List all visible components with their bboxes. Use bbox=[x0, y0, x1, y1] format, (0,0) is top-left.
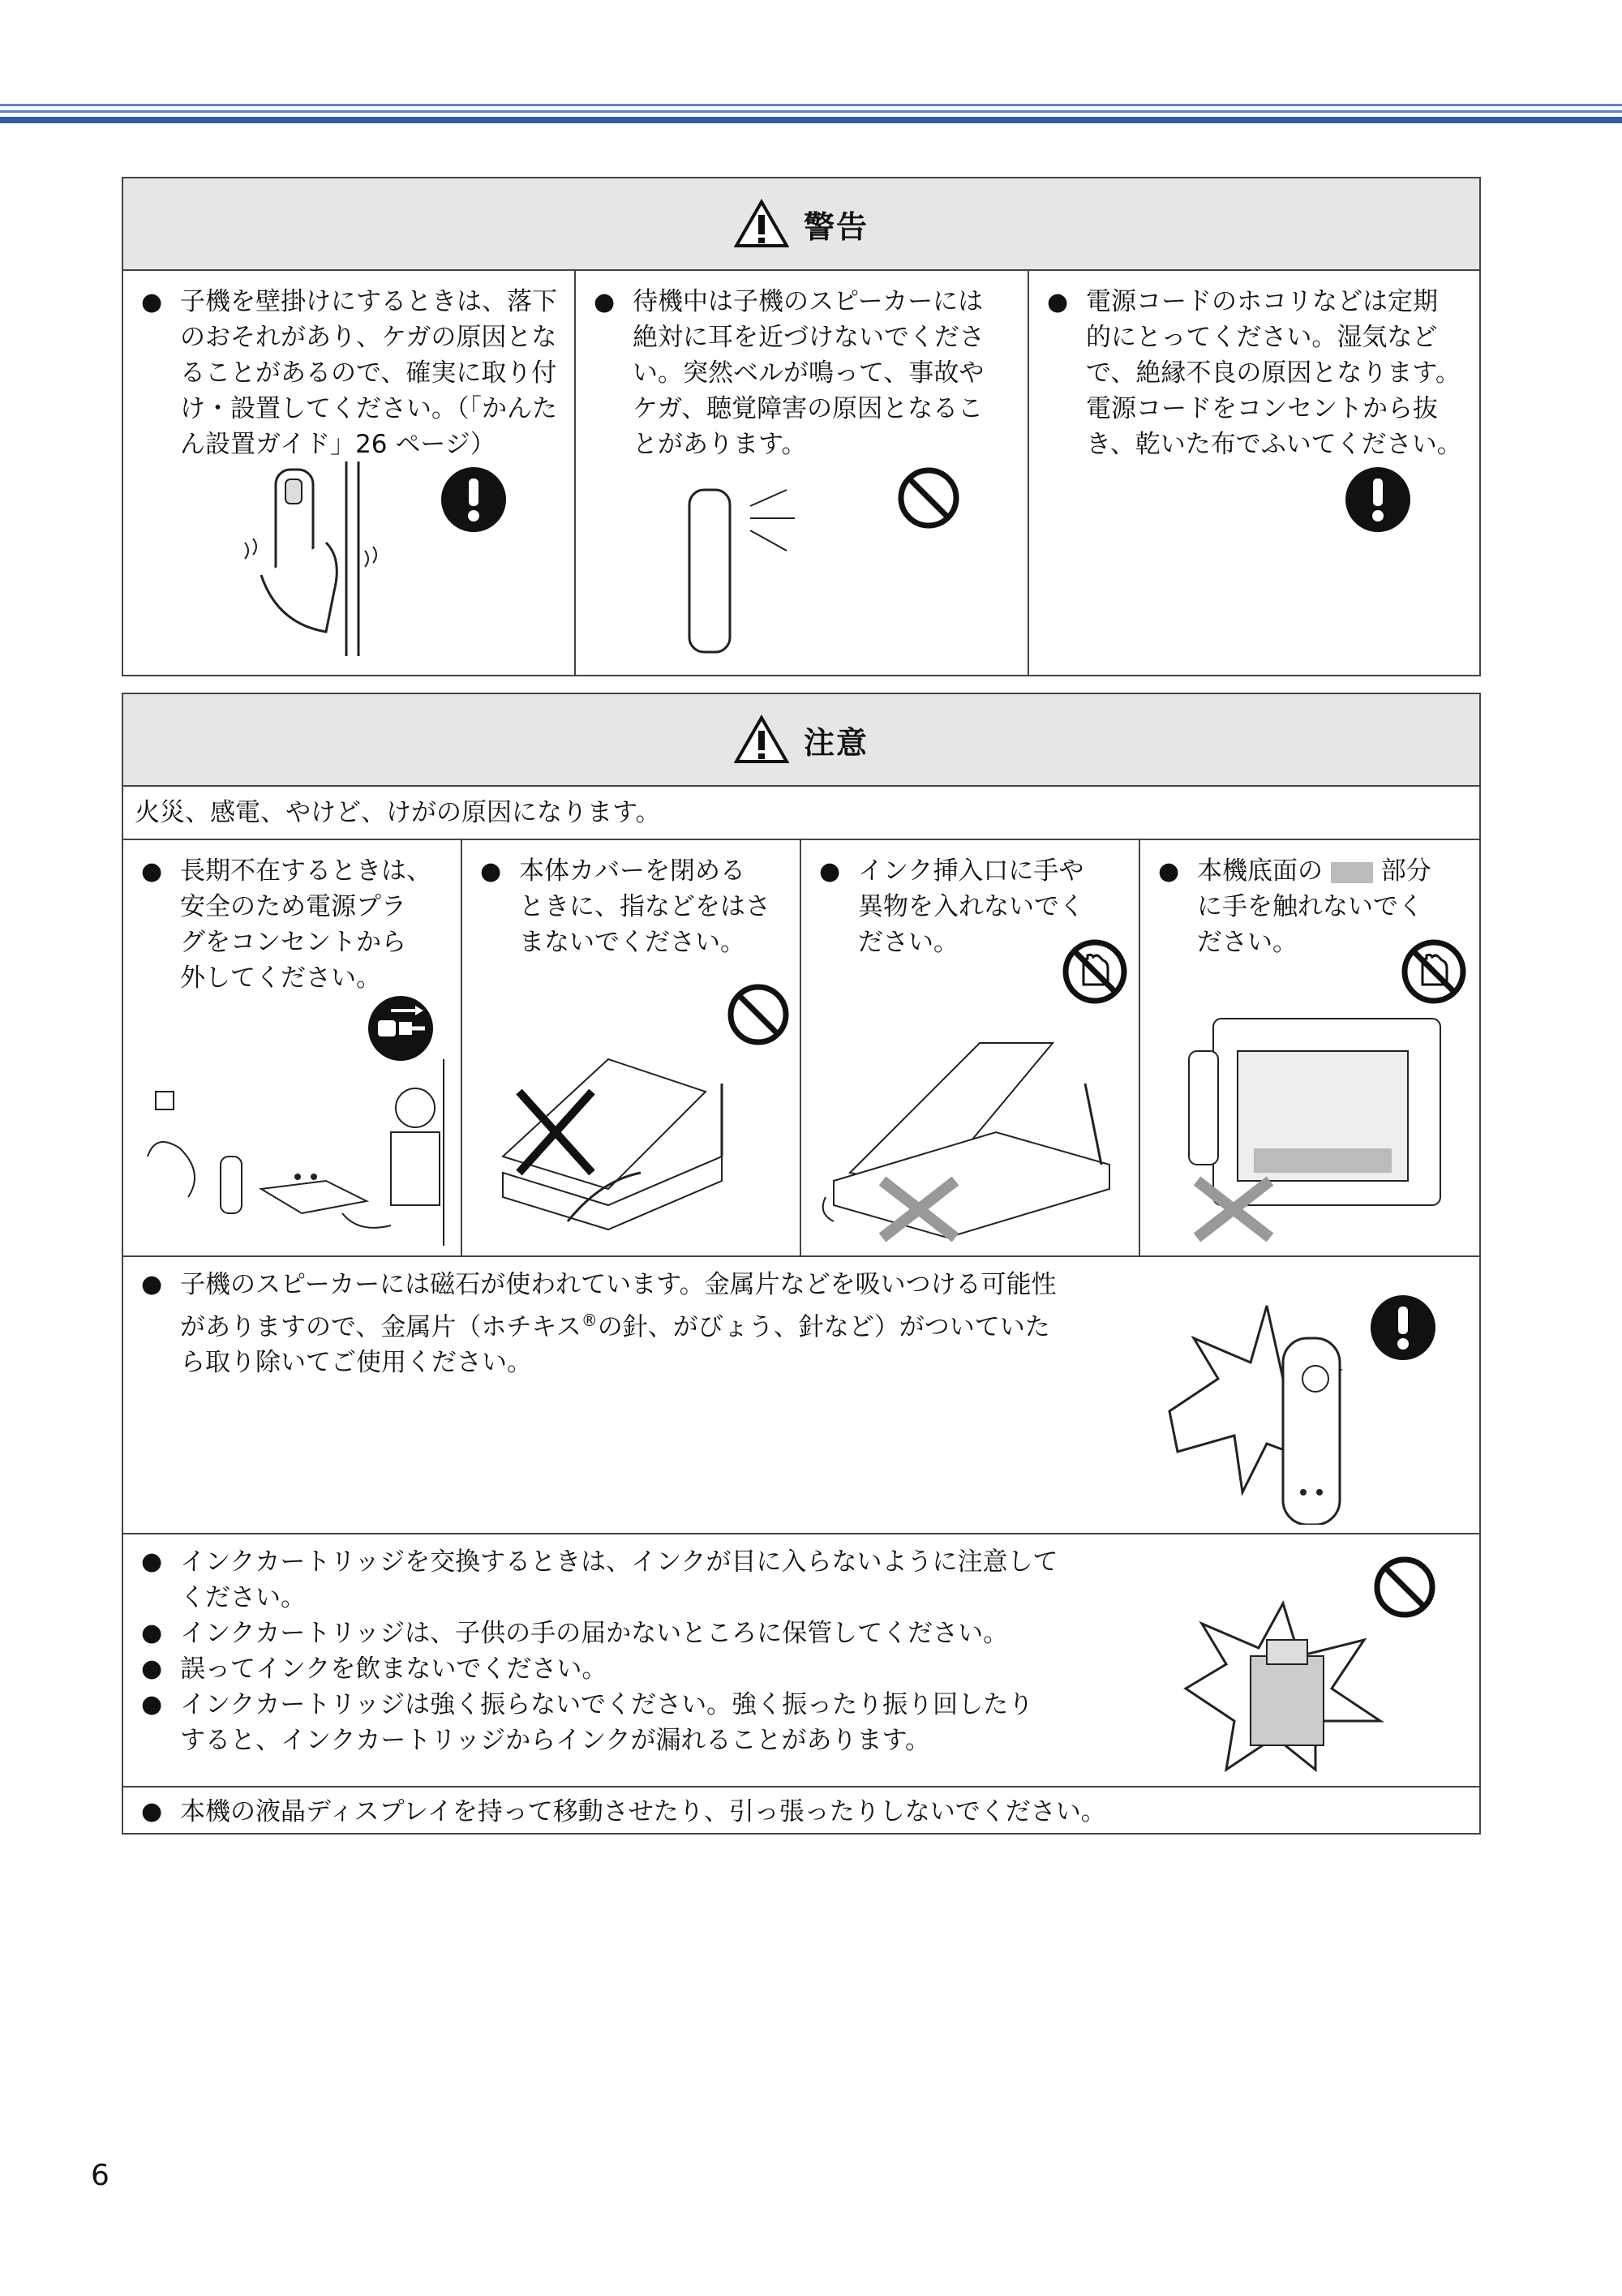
caution-ink bbox=[123, 1534, 1479, 1786]
wall-mounted-handset-illustration bbox=[229, 461, 391, 656]
text-fragment: 子機のスピーカーには磁石が使われています。金属片などを吸いつける可能性 bbox=[180, 1270, 1057, 1299]
text-line: まないでください。 bbox=[519, 928, 745, 957]
text-line: とがあります。 bbox=[633, 430, 807, 459]
header-rules bbox=[0, 104, 1622, 123]
closing-cover-illustration bbox=[487, 1035, 746, 1246]
caution-magnet-row bbox=[123, 1257, 1479, 1534]
magnet-speaker-illustration bbox=[1161, 1290, 1356, 1525]
text-line: ときに、指などをはさ bbox=[519, 892, 770, 921]
bullet: ● bbox=[141, 857, 163, 886]
registered-mark: ® bbox=[581, 1311, 598, 1330]
prohibited-icon bbox=[896, 466, 961, 530]
text-line: 電源コードのホコリなどは定期 bbox=[1086, 287, 1438, 316]
bullet: ● bbox=[480, 857, 502, 886]
bullet: ● bbox=[141, 1654, 163, 1683]
text-fragment: 本機の液晶ディスプレイを持って移動させたり、引っ張ったりしないでください。 bbox=[180, 1797, 1106, 1826]
text-line: 異物を入れないでく bbox=[858, 892, 1084, 921]
text-line: ださい。 bbox=[858, 928, 959, 957]
text-line: で、絶縁不良の原因となります。 bbox=[1086, 358, 1461, 388]
text-line: 子機を壁掛けにするときは、落下 bbox=[180, 287, 557, 316]
text-line: のおそれがあり、ケガの原因とな bbox=[180, 323, 557, 352]
text-fragment: 誤ってインクを飲まないでください。 bbox=[180, 1654, 607, 1684]
bullet: ● bbox=[1047, 288, 1069, 316]
text-fragment: 本機底面の bbox=[1197, 856, 1323, 886]
text-line: ださい。 bbox=[1197, 928, 1298, 957]
text-fragment: インクカートリッジは、子供の手の届かないところに保管してください。 bbox=[180, 1619, 1009, 1648]
bullet: ● bbox=[141, 1797, 163, 1826]
mandatory-icon bbox=[440, 466, 508, 534]
text-fragment: インクカートリッジを交換するときは、インクが目に入らないように注意して bbox=[180, 1547, 1058, 1577]
bullet: ● bbox=[141, 288, 163, 316]
text-line: インク挿入口に手や bbox=[858, 856, 1084, 886]
machine-bottom-illustration bbox=[1181, 1002, 1457, 1246]
text-line: い。突然ベルが鳴って、事故や bbox=[633, 358, 985, 388]
bullet: ● bbox=[141, 1619, 163, 1647]
text-fragment: インクカートリッジは強く振らないでください。強く振ったり振り回したり bbox=[180, 1690, 1034, 1719]
warning-item-wallmount bbox=[123, 271, 576, 676]
caution-ink-row bbox=[123, 1534, 1479, 1787]
caution-lcd-row bbox=[123, 1787, 1479, 1838]
caution-row bbox=[123, 840, 1479, 1257]
text-line: ることがあるので、確実に取り付 bbox=[180, 358, 557, 388]
text-line: グをコンセントから bbox=[180, 928, 406, 957]
text-line: 安全のため電源プラ bbox=[180, 892, 406, 921]
text-line: け・設置してください。（「かんた bbox=[180, 394, 557, 423]
bullet: ● bbox=[141, 1547, 163, 1576]
bullet: ● bbox=[594, 288, 616, 316]
handset-speaker-illustration bbox=[673, 474, 819, 660]
text-line bbox=[141, 1794, 1468, 1830]
text-line: すると、インクカートリッジからインクが漏れることがあります。 bbox=[180, 1726, 931, 1755]
text-line: ら取り除いてご使用ください。 bbox=[180, 1348, 532, 1378]
text-line bbox=[1197, 853, 1468, 889]
warning-box bbox=[122, 177, 1481, 676]
caution-lcd bbox=[123, 1787, 1479, 1838]
text-line: 的にとってください。湿気など bbox=[1086, 323, 1438, 352]
caution-magnet bbox=[123, 1257, 1479, 1533]
caution-item-ink-slot bbox=[801, 840, 1140, 1255]
caution-item-cover bbox=[462, 840, 801, 1255]
warning-header bbox=[123, 178, 1479, 271]
text-fragment: がありますので、金属片（ホチキス bbox=[180, 1312, 581, 1342]
text-line: 絶対に耳を近づけないでくださ bbox=[633, 323, 985, 352]
warning-title: 警告 bbox=[803, 208, 869, 245]
warning-triangle-icon bbox=[734, 199, 789, 249]
text-line: 待機中は子機のスピーカーには bbox=[633, 287, 984, 316]
text-line: 電源コードをコンセントから抜 bbox=[1086, 394, 1438, 423]
text-line: き、乾いた布でふいてください。 bbox=[1086, 430, 1462, 459]
bullet: ● bbox=[819, 857, 841, 886]
warning-triangle-icon bbox=[734, 715, 789, 765]
bullet: ● bbox=[141, 1270, 163, 1298]
text-line: 長期不在するときは、 bbox=[180, 856, 431, 886]
unplug-icon bbox=[367, 994, 435, 1062]
text-line: ん設置ガイド」26 ページ） bbox=[180, 430, 496, 459]
text-fragment: 部分 bbox=[1380, 856, 1431, 886]
gray-area-swatch bbox=[1331, 862, 1373, 883]
bullet: ● bbox=[1158, 857, 1180, 886]
caution-box bbox=[122, 693, 1481, 1835]
warning-item-speaker bbox=[576, 271, 1029, 676]
caution-intro: 火災、感電、やけど、けがの原因になります。 bbox=[123, 787, 1479, 840]
no-touch-icon bbox=[1061, 938, 1129, 1006]
text-line: ケガ、聴覚障害の原因となるこ bbox=[633, 394, 984, 423]
mandatory-icon bbox=[1369, 1294, 1437, 1362]
ink-cartridge-illustration bbox=[1178, 1599, 1388, 1778]
caution-item-bottom bbox=[1140, 840, 1479, 1255]
bullet: ● bbox=[141, 1690, 163, 1719]
no-touch-icon bbox=[1400, 938, 1468, 1006]
text-line: ください。 bbox=[180, 1583, 306, 1612]
warning-item-dust bbox=[1029, 271, 1479, 676]
ink-slot-illustration bbox=[817, 1002, 1134, 1246]
caution-title: 注意 bbox=[803, 724, 869, 761]
unplug-illustration bbox=[131, 1059, 456, 1246]
text-fragment: の針、がびょう、針など）がついていた bbox=[597, 1312, 1050, 1342]
page-number: 6 bbox=[91, 2159, 109, 2192]
caution-item-unplug bbox=[123, 840, 462, 1255]
caution-header bbox=[123, 694, 1479, 787]
text-line: に手を触れないでく bbox=[1197, 892, 1423, 921]
text-line: 外してください。 bbox=[180, 963, 381, 993]
mandatory-icon bbox=[1344, 466, 1412, 534]
text-line: 本体カバーを閉める bbox=[519, 856, 745, 886]
warning-row bbox=[123, 271, 1479, 676]
text-line bbox=[141, 1544, 1468, 1580]
